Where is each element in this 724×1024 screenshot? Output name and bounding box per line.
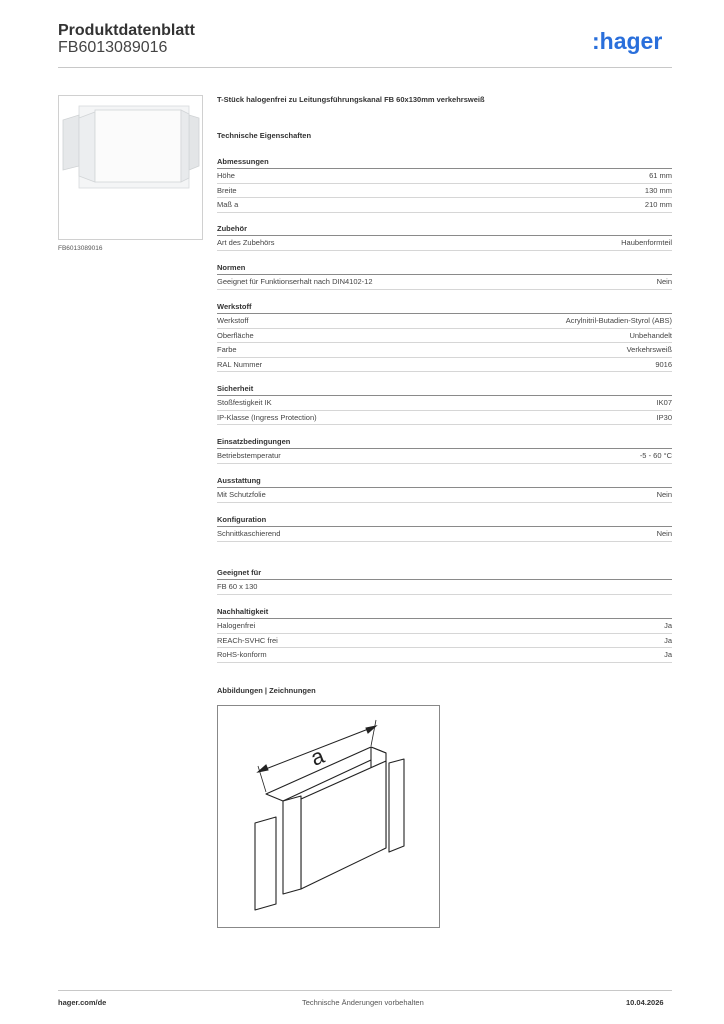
spec-row <box>217 343 672 358</box>
spec-value: Unbehandelt <box>629 330 672 340</box>
document-title: Produktdatenblatt <box>58 22 195 39</box>
section-geeignet-fuer <box>217 566 672 595</box>
spec-value: 210 mm <box>644 200 672 209</box>
spec-row <box>217 275 672 290</box>
spec-value: Haubenformteil <box>621 238 672 247</box>
spec-label: Maß a <box>217 200 239 209</box>
spec-row <box>217 527 672 542</box>
section-title: Konfiguration <box>217 513 672 527</box>
image-caption: FB6013089016 <box>58 245 103 252</box>
spec-label: REACh-SVHC frei <box>217 635 278 645</box>
section-konfiguration <box>217 513 672 542</box>
spec-label: Höhe <box>217 171 235 180</box>
section-werkstoff <box>217 300 672 372</box>
dimension-label-a: a <box>307 742 328 771</box>
footer-divider <box>58 990 672 991</box>
product-description: T-Stück halogenfrei zu Leitungsführungskanal FB 60x130mm verkehrsweiß <box>217 95 485 104</box>
spec-value: Verkehrsweiß <box>626 345 672 354</box>
spec-value: Acrylnitril-Butadien-Styrol (ABS) <box>565 316 672 325</box>
spec-row <box>217 634 672 649</box>
spec-value: Ja <box>664 635 672 645</box>
logo-text: :hager <box>592 28 663 54</box>
section-title: Normen <box>217 261 672 275</box>
spec-label: Stoßfestigkeit IK <box>217 398 272 407</box>
spec-label: Oberfläche <box>217 330 254 340</box>
product-number: FB6013089016 <box>58 39 168 56</box>
spec-value: Ja <box>664 650 672 659</box>
spec-label: Farbe <box>217 345 237 354</box>
spec-row <box>217 329 672 344</box>
spec-row <box>217 236 672 251</box>
footer-note: Technische Änderungen vorbehalten <box>302 998 424 1007</box>
spec-row <box>217 184 672 199</box>
section-einsatzbedingungen <box>217 435 672 464</box>
header-divider <box>58 67 672 68</box>
spec-row <box>217 580 672 595</box>
spec-label: Art des Zubehörs <box>217 238 275 247</box>
spec-row <box>217 198 672 213</box>
spec-row <box>217 648 672 663</box>
section-title: Zubehör <box>217 222 672 236</box>
figures-heading: Abbildungen | Zeichnungen <box>217 686 316 695</box>
spec-row <box>217 314 672 329</box>
spec-value: 130 mm <box>644 185 672 195</box>
section-nachhaltigkeit <box>217 605 672 663</box>
technical-drawing <box>217 705 440 928</box>
spec-label: RAL Nummer <box>217 359 263 369</box>
section-title: Sicherheit <box>217 382 672 396</box>
spec-label: RoHS-konform <box>217 650 267 659</box>
spec-label: Geeignet für Funktionserhalt nach DIN4102-12 <box>217 277 373 286</box>
footer-website-link[interactable]: hager.com/de <box>58 998 107 1007</box>
spec-label: Halogenfrei <box>217 621 256 630</box>
section-abmessungen <box>217 155 672 213</box>
spec-label: IP-Klasse (Ingress Protection) <box>217 412 317 422</box>
spec-row <box>217 488 672 503</box>
section-zubehoer <box>217 222 672 251</box>
spec-value: 61 mm <box>649 171 672 180</box>
spec-value: 9016 <box>655 359 672 369</box>
spec-row <box>217 396 672 411</box>
product-image <box>58 95 203 240</box>
spec-row <box>217 449 672 464</box>
spec-label: Betriebstemperatur <box>217 451 281 460</box>
spec-row <box>217 411 672 426</box>
spec-value: Nein <box>656 490 672 499</box>
section-normen <box>217 261 672 290</box>
section-title: Einsatzbedingungen <box>217 435 672 449</box>
section-title: Abmessungen <box>217 155 672 169</box>
spec-row <box>217 169 672 184</box>
spec-value: Nein <box>656 277 672 286</box>
spec-label: Werkstoff <box>217 316 249 325</box>
spec-value: IP30 <box>656 412 672 422</box>
spec-label: Mit Schutzfolie <box>217 490 266 499</box>
spec-label: Schnittkaschierend <box>217 529 281 538</box>
section-title: Werkstoff <box>217 300 672 314</box>
section-sicherheit <box>217 382 672 425</box>
section-title: Ausstattung <box>217 474 672 488</box>
spec-value: Nein <box>656 529 672 538</box>
spec-row <box>217 619 672 634</box>
section-ausstattung <box>217 474 672 503</box>
footer-date: 10.04.2026 <box>626 998 664 1007</box>
section-title: Nachhaltigkeit <box>217 605 672 619</box>
spec-value: IK07 <box>656 398 672 407</box>
spec-value: Ja <box>664 621 672 630</box>
spec-row <box>217 358 672 373</box>
spec-label: FB 60 x 130 <box>217 582 258 591</box>
spec-label: Breite <box>217 185 237 195</box>
spec-value: -5 - 60 °C <box>639 451 672 460</box>
section-title: Geeignet für <box>217 566 672 580</box>
hager-logo <box>592 28 676 56</box>
technical-properties-heading: Technische Eigenschaften <box>217 131 312 140</box>
